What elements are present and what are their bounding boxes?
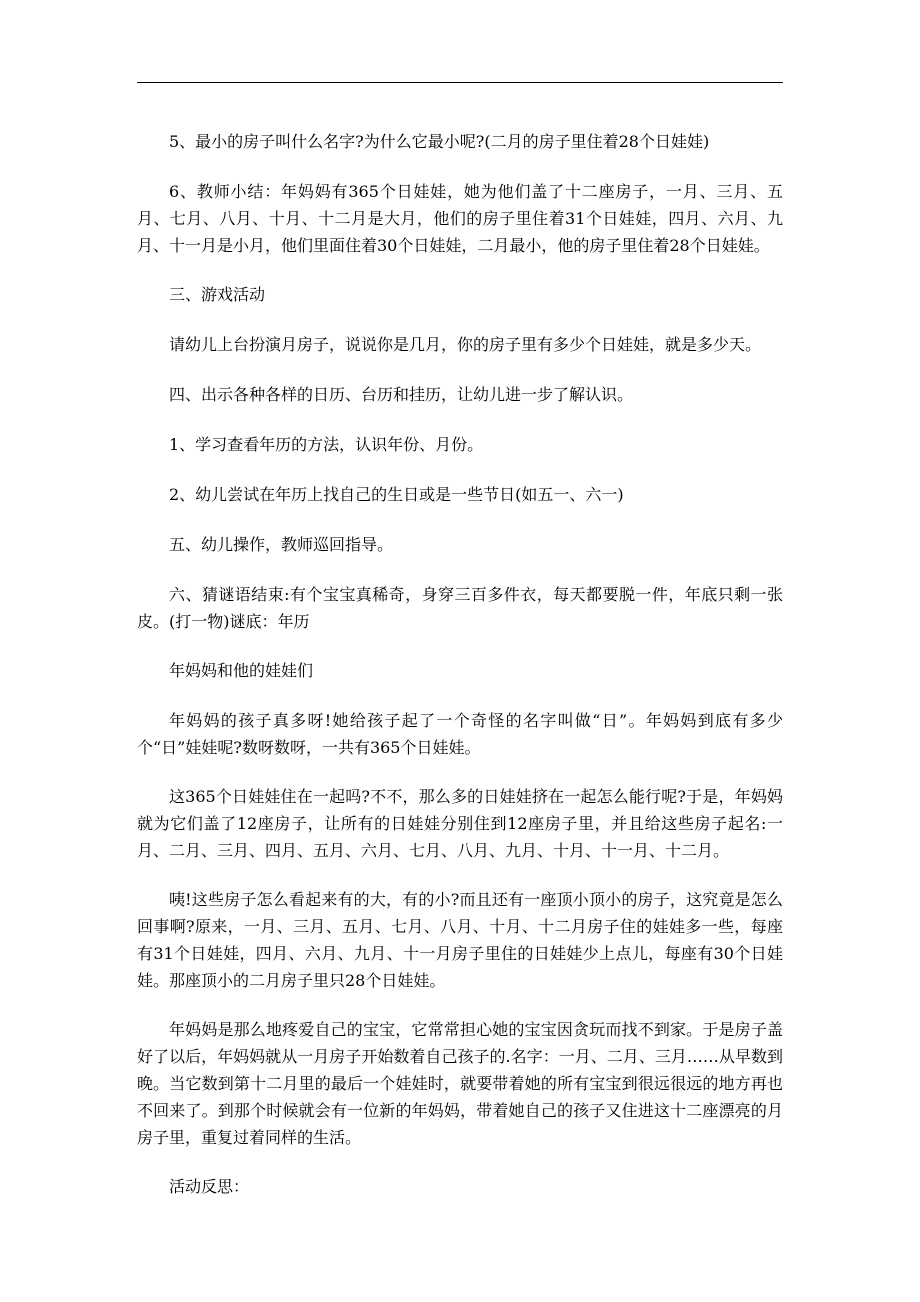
document-body <box>137 128 783 1223</box>
section-heading: 四、出示各种各样的日历、台历和挂历，让幼儿进一步了解认识。 <box>169 385 634 404</box>
paragraph: 6、教师小结：年妈妈有365个日娃娃，她为他们盖了十二座房子，一月、三月、五月、七月、八月、十月、十二月是大月，他们的房子里住着31个日娃娃，四月、六月、九月、十一月是小月，他们里面住着30个日娃娃，二月最小，他的房子里住着28个日娃娃。 <box>137 182 783 255</box>
section-heading: 三、游戏活动 <box>169 285 266 304</box>
paragraph: 这365个日娃娃住在一起吗?不不，那么多的日娃娃挤在一起怎么能行呢?于是，年妈妈就为它们盖了12座房子，让所有的日娃娃分别住到12座房子里，并且给这些房子起名:一月、二月、三月、四月、五月、六月、七月、八月、九月、十月、十一月、十二月。 <box>137 787 783 860</box>
paragraph: 2、幼儿尝试在年历上找自己的生日或是一些节日(如五一、六一) <box>169 485 624 504</box>
paragraph: 5、最小的房子叫什么名字?为什么它最小呢?(二月的房子里住着28个日娃娃) <box>169 132 710 151</box>
paragraph: 六、猜谜语结束:有个宝宝真稀奇，身穿三百多件衣，每天都要脱一件，年底只剩一张皮。(打一物)谜底：年历 <box>137 585 783 631</box>
paragraph: 年妈妈的孩子真多呀!她给孩子起了一个奇怪的名字叫做“日”。年妈妈到底有多少个“日”娃娃呢?数呀数呀，一共有365个日娃娃。 <box>137 711 783 757</box>
section-heading: 活动反思： <box>169 1177 250 1196</box>
story-title: 年妈妈和他的娃娃们 <box>169 661 314 680</box>
section-heading: 五、幼儿操作，教师巡回指导。 <box>169 535 394 554</box>
paragraph: 1、学习查看年历的方法，认识年份、月份。 <box>169 435 484 454</box>
paragraph: 请幼儿上台扮演月房子，说说你是几月，你的房子里有多少个日娃娃，就是多少天。 <box>169 335 762 354</box>
header-rule <box>137 82 783 83</box>
paragraph: 咦!这些房子怎么看起来有的大，有的小?而且还有一座顶小顶小的房子，这究竟是怎么回事啊?原来，一月、三月、五月、七月、八月、十月、十二月房子住的娃娃多一些，每座有31个日娃娃，四月、六月、九月、十一月房子里住的日娃娃少上点儿，每座有30个日娃娃。那座顶小的二月房子里只28个日娃娃。 <box>137 890 783 990</box>
paragraph: 年妈妈是那么地疼爱自己的宝宝，它常常担心她的宝宝因贪玩而找不到家。于是房子盖好了以后，年妈妈就从一月房子开始数着自己孩子的.名字：一月、二月、三月……从早数到晚。当它数到第十二月里的最后一个娃娃时，就要带着她的所有宝宝到很远很远的地方再也不回来了。到那个时候就会有一位新的年妈妈，带着她自己的孩子又住进这十二座漂亮的月房子里，重复过着同样的生活。 <box>137 1020 783 1147</box>
